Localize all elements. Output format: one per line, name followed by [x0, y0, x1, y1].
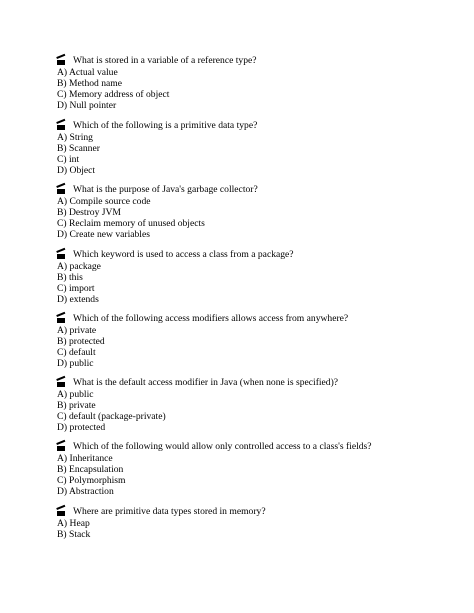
question-7	[57, 441, 457, 497]
question-2-options	[57, 132, 457, 176]
option-d: D) Object	[57, 165, 96, 176]
option-d: D) extends	[57, 294, 99, 305]
option-b: B) private	[57, 400, 96, 411]
option-b: B) Scanner	[57, 143, 100, 154]
option-a: A) Actual value	[57, 67, 118, 78]
option-d: D) public	[57, 358, 94, 369]
option-a: A) Inheritance	[57, 453, 113, 464]
option-c: C) default	[57, 347, 96, 358]
question-3-prompt	[57, 184, 457, 196]
option-c: C) import	[57, 283, 95, 294]
question-8-prompt	[57, 506, 457, 518]
option-b: B) Stack	[57, 529, 91, 540]
option-c: C) int	[57, 154, 80, 165]
option-d: D) Abstraction	[57, 486, 114, 497]
option-c: C) Polymorphism	[57, 475, 126, 486]
question-3-options	[57, 196, 457, 240]
option-c: C) default (package-private)	[57, 411, 166, 422]
question-7-prompt	[57, 441, 457, 453]
question-6-prompt	[57, 377, 457, 389]
option-c: C) Reclaim memory of unused objects	[57, 218, 205, 229]
option-b: B) Destroy JVM	[57, 207, 121, 218]
clapperboard-icon	[57, 443, 66, 451]
question-4-prompt	[57, 249, 457, 261]
question-6-options	[57, 389, 457, 433]
option-b: B) protected	[57, 336, 105, 347]
question-4	[57, 249, 457, 305]
question-8	[57, 506, 457, 540]
question-8-text: Where are primitive data types stored in memory?	[73, 506, 266, 517]
option-a: A) package	[57, 261, 101, 272]
question-1-text: What is stored in a variable of a reference type?	[73, 55, 257, 66]
option-d: D) Null pointer	[57, 100, 117, 111]
question-4-options	[57, 261, 457, 305]
option-d: D) Create new variables	[57, 229, 150, 240]
clapperboard-icon	[57, 251, 66, 259]
question-2	[57, 120, 457, 176]
clapperboard-icon	[57, 508, 66, 516]
option-a: A) public	[57, 389, 94, 400]
question-1	[57, 55, 457, 111]
question-6-text: What is the default access modifier in Java (when none is specified)?	[73, 377, 339, 388]
option-a: A) Compile source code	[57, 196, 151, 207]
option-b: B) Encapsulation	[57, 464, 124, 475]
option-a: A) String	[57, 132, 93, 143]
question-5	[57, 313, 457, 369]
question-1-options	[57, 67, 457, 111]
clapperboard-icon	[57, 379, 66, 387]
question-5-prompt	[57, 313, 457, 325]
clapperboard-icon	[57, 57, 66, 65]
question-4-text: Which keyword is used to access a class from a package?	[73, 249, 294, 260]
clapperboard-icon	[57, 186, 66, 194]
question-7-text: Which of the following would allow only controlled access to a class's fields?	[73, 441, 372, 452]
question-5-text: Which of the following access modifiers allows access from anywhere?	[73, 313, 349, 324]
question-3-text: What is the purpose of Java's garbage collector?	[73, 184, 258, 195]
question-2-prompt	[57, 120, 457, 132]
question-7-options	[57, 453, 457, 497]
option-a: A) private	[57, 325, 97, 336]
option-b: B) this	[57, 272, 83, 283]
question-6	[57, 377, 457, 433]
clapperboard-icon	[57, 315, 66, 323]
clapperboard-icon	[57, 122, 66, 130]
option-d: D) protected	[57, 422, 106, 433]
option-c: C) Memory address of object	[57, 89, 170, 100]
question-5-options	[57, 325, 457, 369]
question-2-text: Which of the following is a primitive data type?	[73, 120, 258, 131]
question-8-options	[57, 518, 457, 540]
option-b: B) Method name	[57, 78, 123, 89]
option-a: A) Heap	[57, 518, 90, 529]
question-1-prompt	[57, 55, 457, 67]
question-3	[57, 184, 457, 240]
